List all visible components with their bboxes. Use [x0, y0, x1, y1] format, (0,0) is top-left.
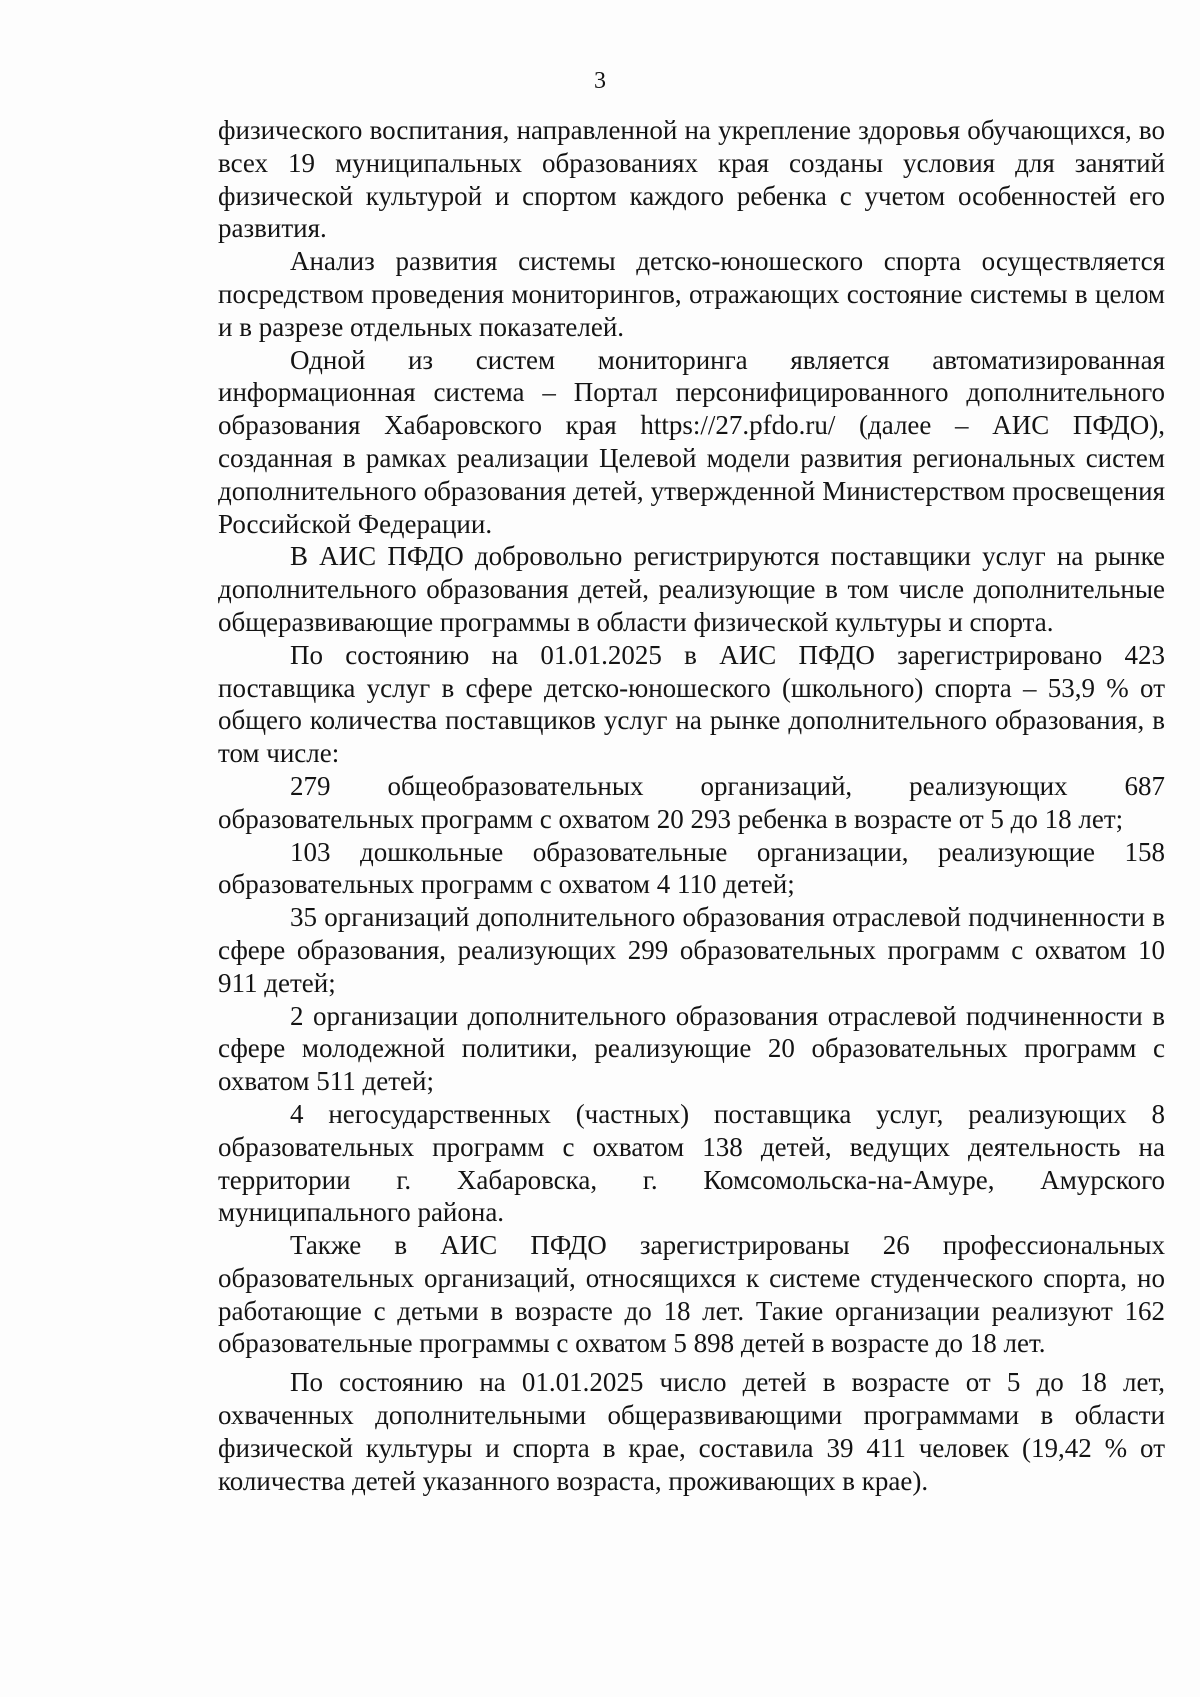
paragraph-professional-organizations: Также в АИС ПФДО зарегистрированы 26 профессиональных образовательных организаций, относящихся к системе студенческого спорта, но работающие с детьми в возрасте до 18 лет. Такие организации реализуют 162 образовательные программы с охватом 5 898 детей в возрасте до 18 лет.: [218, 1230, 1165, 1359]
paragraph-monitoring-system: Одной из систем мониторинга является автоматизированная информационная система – Портал персонифицированного дополнительного образования Хабаровского края https://27.pfdo.ru/ (далее – АИС ПФДО), созданная в рамках реализации Целевой модели развития региональных систем дополнительного образования детей, утвержденной Министерством просвещения Российской Федерации.: [218, 344, 1165, 539]
paragraph-physical-education: физического воспитания, направленной на укрепление здоровья обучающихся, во всех 19 муниципальных образованиях края созданы условия для занятий физической культурой и спортом каждого ребенка с учетом особенностей его развития.: [218, 115, 1165, 244]
document-body: [218, 114, 1165, 1497]
paragraph-children-coverage: По состоянию на 01.01.2025 число детей в возрасте от 5 до 18 лет, охваченных дополнительными общеразвивающими программами в области физической культуры и спорта в крае, составила 39 411 человек (19,42 % от количества детей указанного возраста, проживающих в крае).: [218, 1367, 1165, 1496]
list-item-preschool: 103 дошкольные образовательные организации, реализующие 158 образовательных программ с охватом 4 110 детей;: [218, 836, 1165, 900]
paragraph-registration: В АИС ПФДО добровольно регистрируются поставщики услуг на рынке дополнительного образования детей, реализующие в том числе дополнительные общеразвивающие программы в области физической культуры и спорта.: [218, 541, 1165, 637]
list-item-general-education: 279 общеобразовательных организаций, реализующих 687 образовательных программ с охватом 20 293 ребенка в возрасте от 5 до 18 лет;: [218, 770, 1165, 834]
list-item-youth-policy: 2 организации дополнительного образования отраслевой подчиненности в сфере молодежной политики, реализующие 20 образовательных программ с охватом 511 детей;: [218, 1000, 1165, 1097]
list-item-additional-education: 35 организаций дополнительного образования отраслевой подчиненности в сфере образования, реализующих 299 образовательных программ с охватом 10 911 детей;: [218, 902, 1165, 998]
paragraph-analysis: Анализ развития системы детско-юношеского спорта осуществляется посредством проведения мониторингов, отражающих состояние системы в целом и в разрезе отдельных показателей.: [218, 246, 1165, 342]
list-item-private-providers: 4 негосударственных (частных) поставщика услуг, реализующих 8 образовательных программ с охватом 138 детей, ведущих деятельность на территории г. Хабаровска, г. Комсомольска-на-Амуре, Амурского муниципального района.: [218, 1098, 1165, 1228]
paragraph-providers-total: По состоянию на 01.01.2025 в АИС ПФДО зарегистрировано 423 поставщика услуг в сфере детско-юношеского (школьного) спорта – 53,9 % от общего количества поставщиков услуг на рынке дополнительного образования, в том числе:: [218, 639, 1165, 769]
page-number: 3: [594, 68, 606, 94]
